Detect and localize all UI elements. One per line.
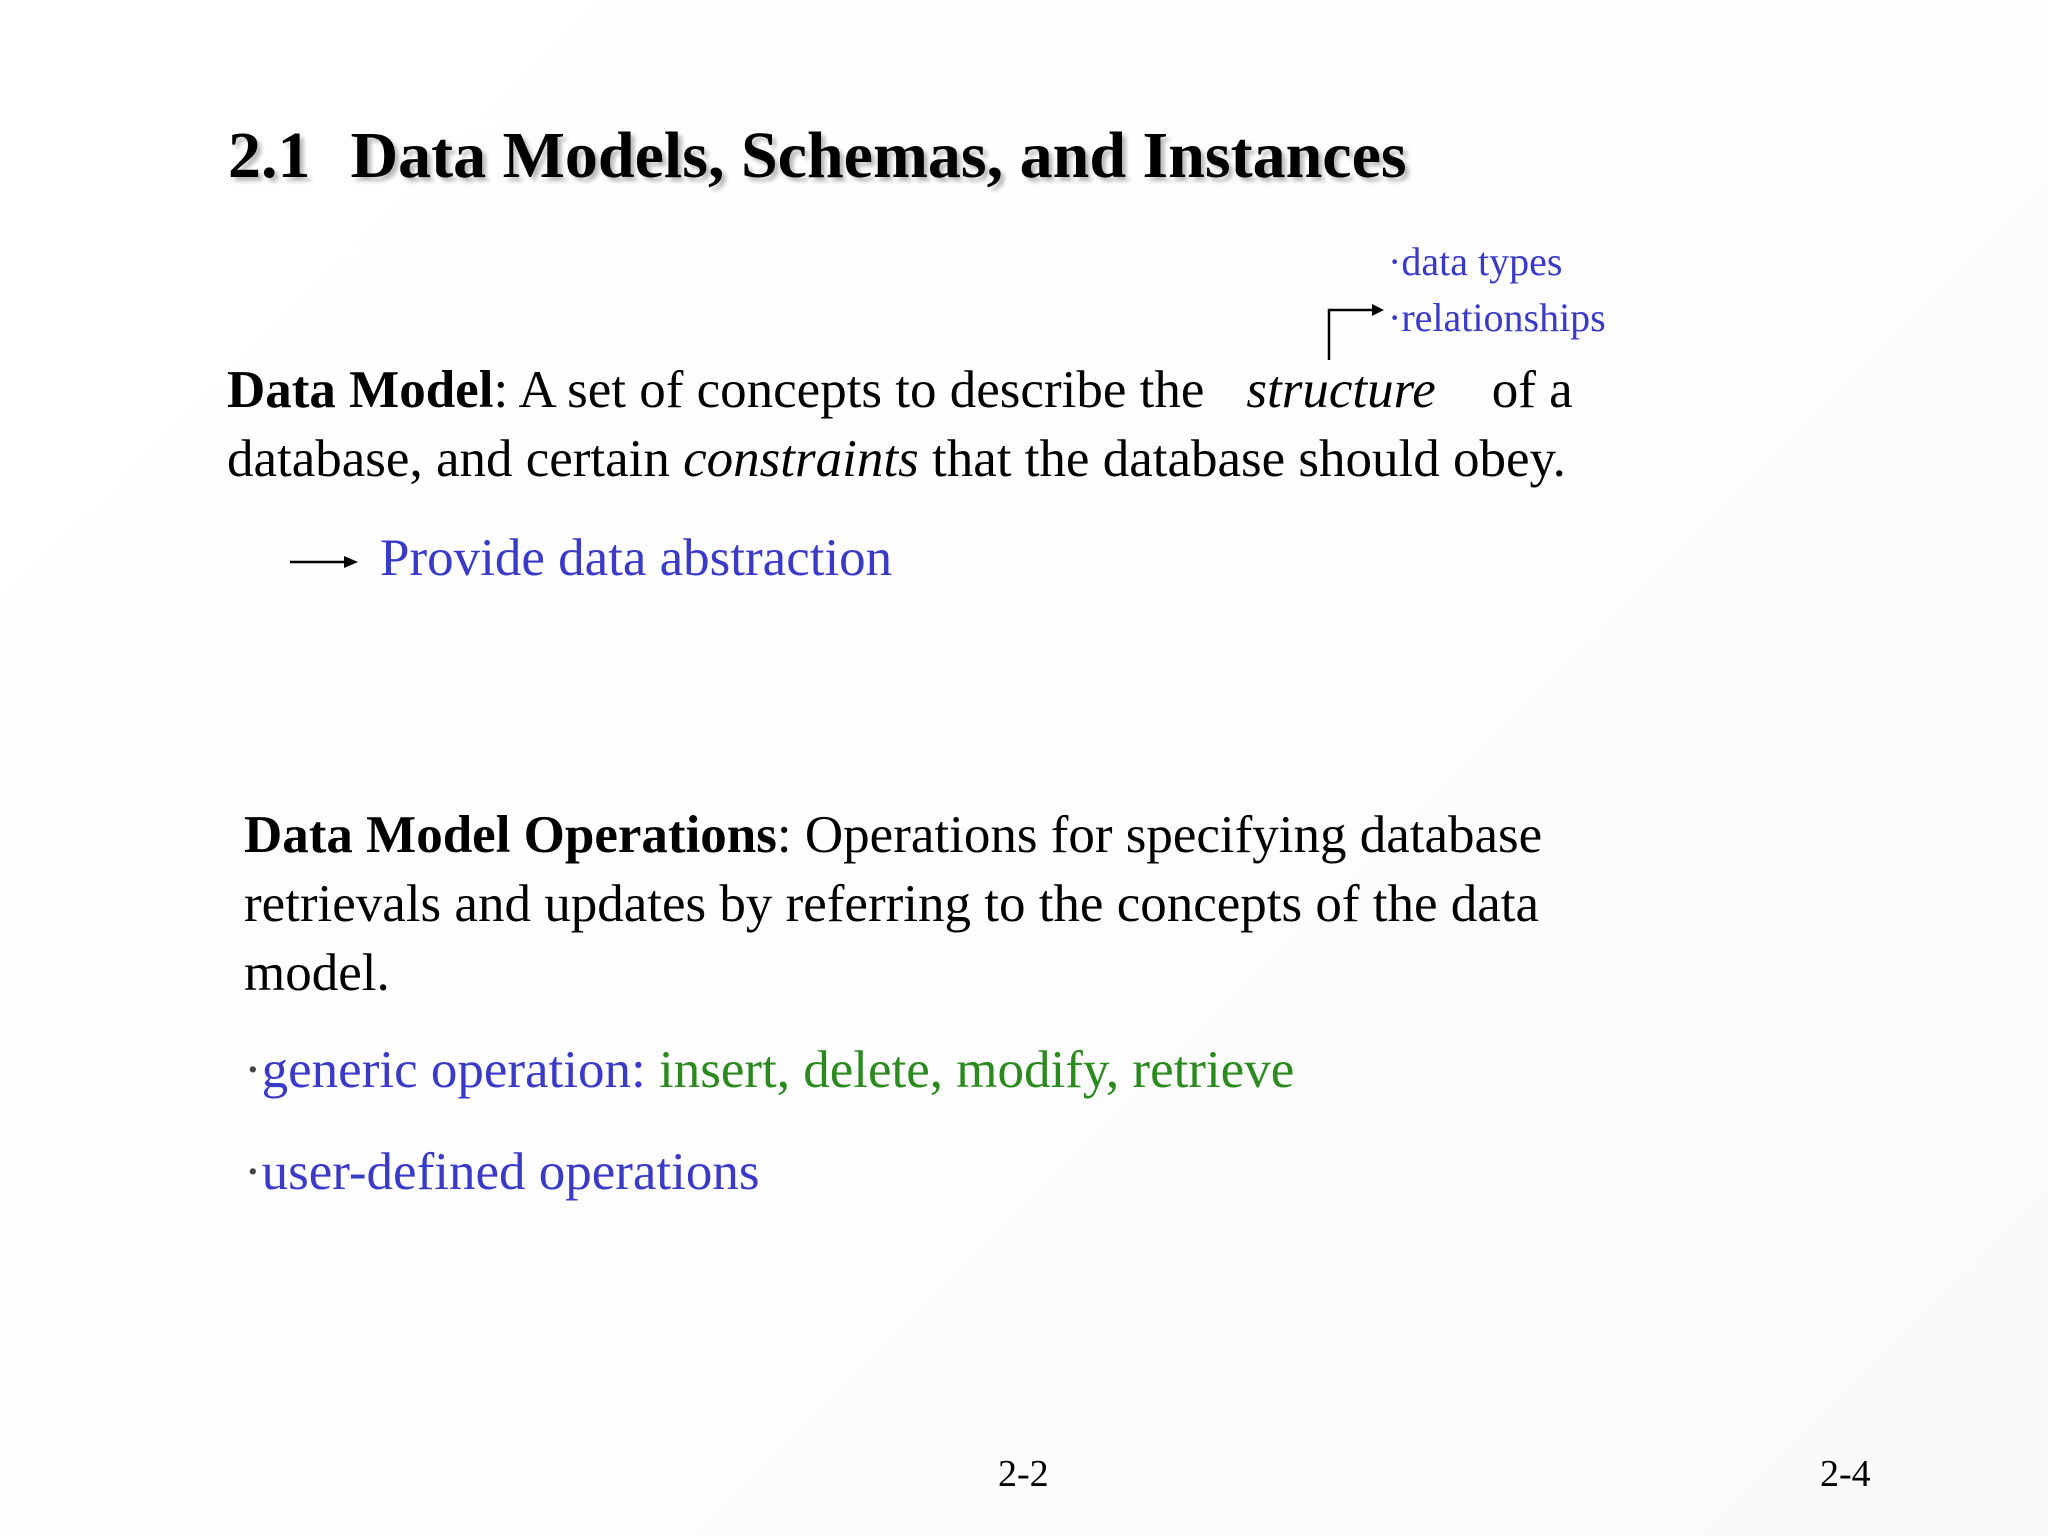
definition-text: Operations for specifying database	[791, 806, 1543, 864]
constraints-word: constraints	[683, 430, 919, 488]
definition-text: that the database should obey.	[918, 430, 1566, 488]
definition-text: A set of concepts to describe the	[508, 361, 1205, 419]
page-number-right: 2-4	[1820, 1453, 1871, 1495]
slide-title	[228, 118, 1407, 194]
page-number-center: 2-2	[998, 1453, 1049, 1495]
term-data-model-operations: Data Model Operations	[244, 806, 777, 864]
data-model-definition	[227, 356, 1573, 494]
title-text: Data Models, Schemas, and Instances	[350, 119, 1407, 192]
bullet-dot: ·	[1388, 239, 1402, 284]
definition-text: of a	[1491, 361, 1573, 419]
provide-data-abstraction: Provide data abstraction	[380, 529, 893, 587]
term-data-model: Data Model	[227, 361, 494, 419]
separator: :	[776, 806, 792, 864]
bullet-dot: ·	[244, 1143, 262, 1201]
definition-text: model.	[244, 944, 390, 1002]
separator: :	[493, 361, 509, 419]
annotation-data-types	[1388, 238, 1562, 285]
structure-word: structure	[1246, 361, 1436, 419]
user-defined-operations-bullet	[244, 1142, 760, 1202]
annotation-label: relationships	[1401, 295, 1606, 340]
arrow-right-icon	[290, 553, 360, 571]
generic-operation-label: generic operation:	[261, 1041, 659, 1099]
data-model-operations-definition	[244, 801, 1542, 1008]
bullet-dot: ·	[1388, 295, 1402, 340]
generic-operation-bullet	[244, 1040, 1294, 1100]
section-number: 2.1	[228, 119, 311, 192]
definition-text: retrievals and updates by referring to the concepts of the data	[244, 875, 1540, 933]
bracket-arrow-icon	[1326, 298, 1386, 362]
annotation-relationships	[1388, 294, 1606, 341]
annotation-label: data types	[1401, 239, 1563, 284]
bullet-dot: ·	[244, 1041, 262, 1099]
user-defined-operations-label: user-defined operations	[261, 1143, 760, 1201]
definition-text: database, and certain	[227, 430, 684, 488]
generic-operation-list: insert, delete, modify, retrieve	[658, 1041, 1295, 1099]
